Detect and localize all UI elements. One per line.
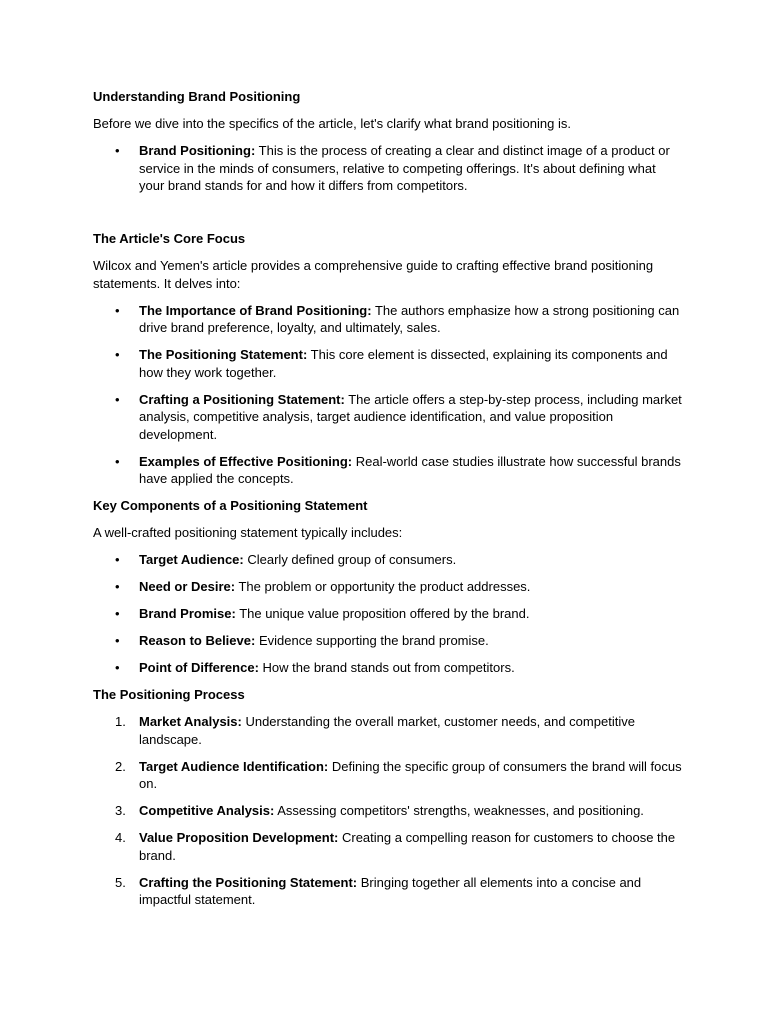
item-label: Brand Positioning: bbox=[139, 143, 256, 158]
bullet-icon: • bbox=[115, 302, 120, 318]
item-text: The article offers a step-by-step process, including market analysis, competitive analysis, target audience identification, and value proposition development. bbox=[139, 391, 682, 442]
item-number: 4. bbox=[115, 830, 126, 845]
item-number: 2. bbox=[115, 758, 126, 774]
item-number: 1. bbox=[115, 714, 126, 729]
list-item bbox=[93, 659, 683, 677]
item-text: Defining the specific group of consumers the brand will focus on. bbox=[139, 758, 682, 791]
item-text: This is the process of creating a clear and distinct image of a product or service in the minds of consumers, relative to competing offerings. It's about defining what your brand stands for and how it differs from competitors. bbox=[139, 143, 670, 193]
item-text: The unique value proposition offered by the brand. bbox=[235, 606, 530, 621]
bullet-list-core-focus bbox=[93, 302, 683, 488]
list-item bbox=[93, 346, 683, 381]
list-item bbox=[93, 578, 683, 596]
item-number: 5. bbox=[115, 874, 126, 890]
item-text: How the brand stands out from competitors. bbox=[258, 660, 515, 675]
list-item bbox=[93, 142, 683, 195]
item-text: Understanding the overall market, customer needs, and competitive landscape. bbox=[139, 714, 635, 747]
list-item bbox=[93, 802, 683, 820]
section-heading-core-focus: The Article's Core Focus bbox=[93, 231, 246, 246]
list-item bbox=[93, 713, 683, 748]
list-item bbox=[93, 632, 683, 650]
list-item bbox=[93, 758, 683, 793]
item-number: 3. bbox=[115, 803, 126, 818]
section-intro-core-focus: Wilcox and Yemen's article provides a comprehensive guide to crafting effective brand positioning statements. It delves into: bbox=[93, 258, 654, 291]
item-label: Reason to Believe: bbox=[139, 633, 256, 648]
item-text: Assessing competitors' strengths, weaknesses, and positioning. bbox=[274, 803, 644, 818]
bullet-list-understanding bbox=[93, 142, 683, 195]
list-item bbox=[93, 874, 683, 909]
item-text: Clearly defined group of consumers. bbox=[243, 552, 457, 567]
list-item bbox=[93, 551, 683, 569]
bullet-icon: • bbox=[115, 347, 120, 362]
bullet-icon: • bbox=[115, 143, 120, 158]
list-item bbox=[93, 605, 683, 623]
item-label: The Importance of Brand Positioning: bbox=[139, 302, 372, 318]
item-text: The problem or opportunity the product addresses. bbox=[235, 579, 531, 594]
list-item bbox=[93, 453, 683, 488]
section-heading-understanding: Understanding Brand Positioning bbox=[93, 89, 301, 104]
bullet-icon: • bbox=[115, 660, 120, 675]
item-text: Real-world case studies illustrate how successful brands have applied the concepts. bbox=[139, 453, 681, 486]
bullet-icon: • bbox=[115, 453, 120, 469]
item-label: The Positioning Statement: bbox=[139, 347, 308, 362]
item-label: Market Analysis: bbox=[139, 714, 242, 729]
item-label: Point of Difference: bbox=[139, 660, 259, 675]
bullet-icon: • bbox=[115, 579, 120, 594]
item-label: Crafting a Positioning Statement: bbox=[139, 391, 345, 407]
item-label: Value Proposition Development: bbox=[139, 830, 339, 845]
bullet-icon: • bbox=[115, 606, 120, 621]
document-page bbox=[93, 88, 683, 918]
item-text: Evidence supporting the brand promise. bbox=[255, 633, 489, 648]
item-label: Examples of Effective Positioning: bbox=[139, 453, 353, 469]
item-text: Bringing together all elements into a concise and impactful statement. bbox=[139, 874, 642, 907]
bullet-icon: • bbox=[115, 633, 120, 648]
list-item bbox=[93, 391, 683, 444]
section-heading-key-components: Key Components of a Positioning Statement bbox=[93, 498, 368, 513]
spacer bbox=[93, 204, 683, 230]
list-item bbox=[93, 829, 683, 864]
item-label: Target Audience: bbox=[139, 552, 244, 567]
item-label: Target Audience Identification: bbox=[139, 758, 329, 774]
item-text: The authors emphasize how a strong positioning can drive brand preference, loyalty, and ultimately, sales. bbox=[139, 302, 680, 335]
item-text: This core element is dissected, explaining its components and how they work together. bbox=[139, 347, 668, 380]
item-label: Competitive Analysis: bbox=[139, 803, 275, 818]
item-text: Creating a compelling reason for customers to choose the brand. bbox=[139, 830, 676, 863]
bullet-icon: • bbox=[115, 391, 120, 407]
section-intro-understanding: Before we dive into the specifics of the article, let's clarify what brand positioning is. bbox=[93, 116, 571, 131]
bullet-list-key-components bbox=[93, 551, 683, 677]
bullet-icon: • bbox=[115, 552, 120, 567]
item-label: Crafting the Positioning Statement: bbox=[139, 874, 358, 890]
item-label: Need or Desire: bbox=[139, 579, 236, 594]
item-label: Brand Promise: bbox=[139, 606, 236, 621]
section-heading-process: The Positioning Process bbox=[93, 687, 245, 702]
list-item bbox=[93, 302, 683, 337]
section-intro-key-components: A well-crafted positioning statement typically includes: bbox=[93, 525, 403, 540]
numbered-list-process bbox=[93, 713, 683, 909]
